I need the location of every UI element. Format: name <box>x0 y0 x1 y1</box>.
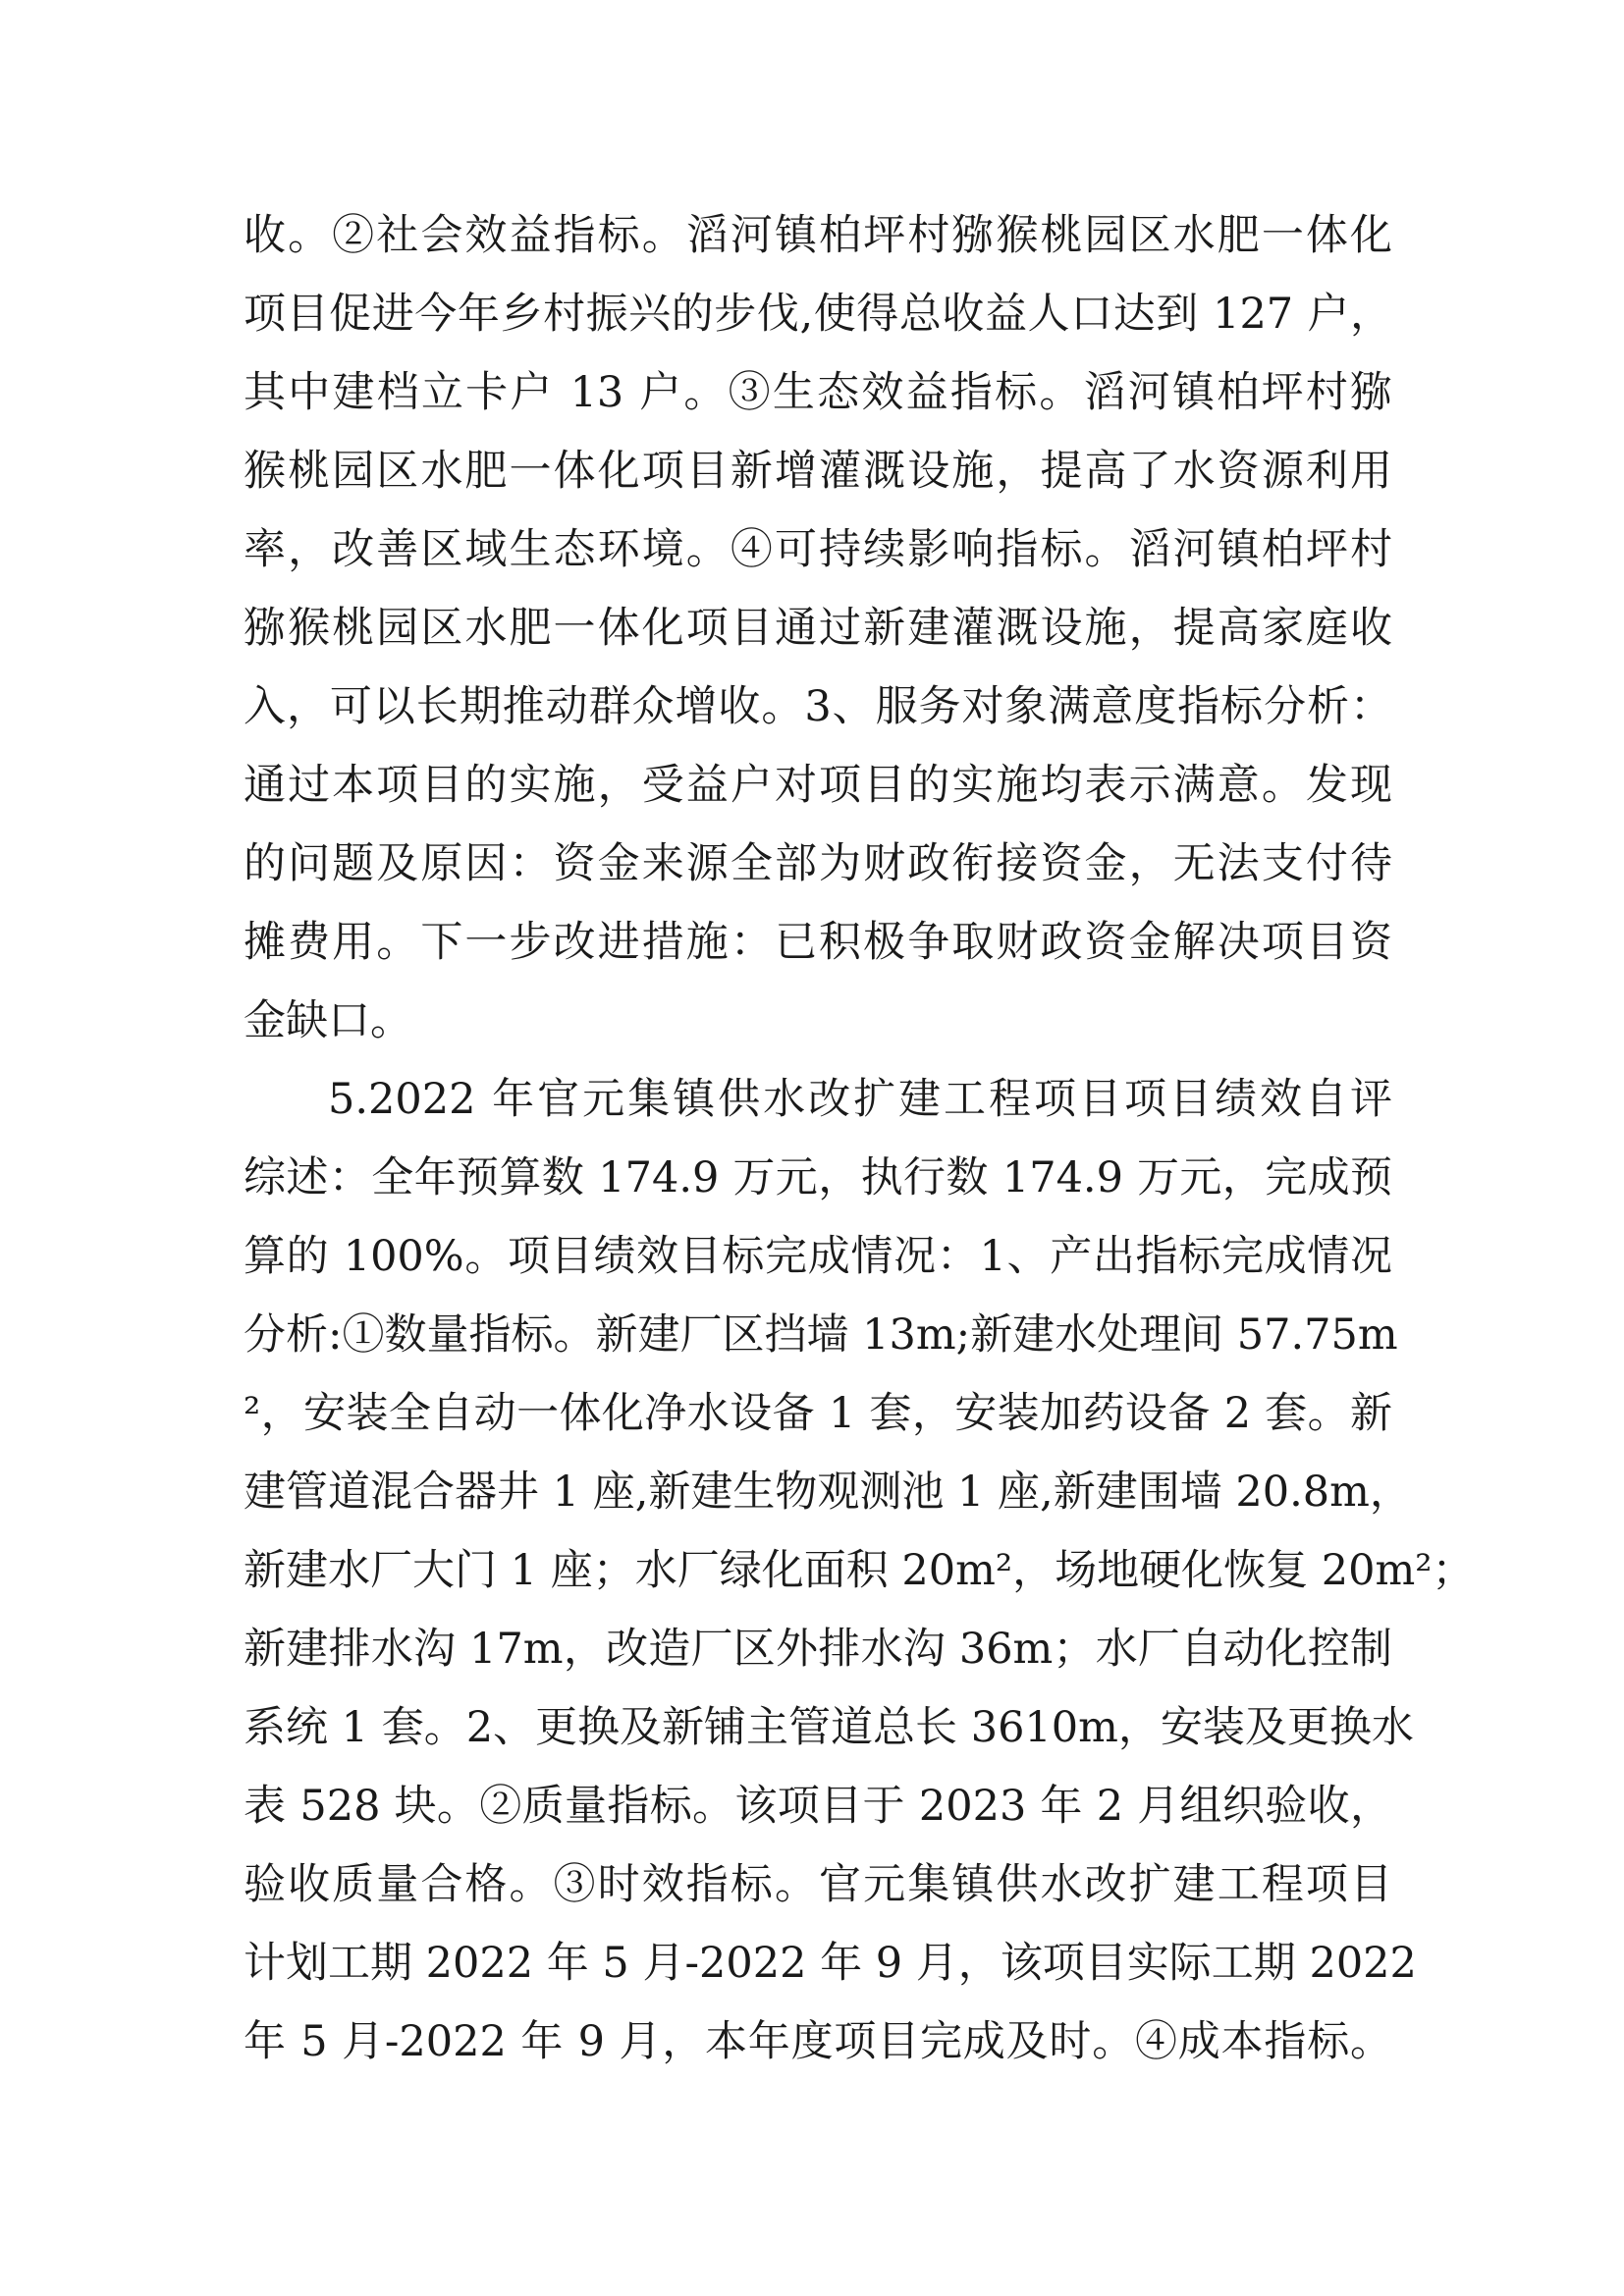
text-line: 建管道混合器井 1 座,新建生物观测池 1 座,新建围墙 20.8m， <box>244 1468 1412 1517</box>
text-line: 其中建档立卡户 13 户。③生态效益指标。滔河镇柏坪村猕 <box>244 368 1392 417</box>
text-line: 入，可以长期推动群众增收。3、服务对象满意度指标分析： <box>244 682 1392 731</box>
text-line: 综述：全年预算数 174.9 万元，执行数 174.9 万元，完成预 <box>244 1153 1392 1202</box>
text-line: 年 5 月-2022 年 9 月，本年度项目完成及时。④成本指标。 <box>244 2017 1392 2066</box>
text-line: 率，改善区域生态环境。④可持续影响指标。滔河镇柏坪村 <box>244 525 1392 574</box>
text-line: 的问题及原因：资金来源全部为财政衔接资金，无法支付待 <box>244 839 1392 888</box>
text-line: 新建水厂大门 1 座；水厂绿化面积 20m²，场地硬化恢复 20m²； <box>244 1546 1475 1595</box>
text-line: 新建排水沟 17m，改造厂区外排水沟 36m；水厂自动化控制 <box>244 1625 1392 1674</box>
paragraph-start-line: 5.2022 年官元集镇供水改扩建工程项目项目绩效自评 <box>328 1075 1392 1124</box>
text-line: 验收质量合格。③时效指标。官元集镇供水改扩建工程项目 <box>244 1860 1392 1909</box>
text-line: 计划工期 2022 年 5 月-2022 年 9 月，该项目实际工期 2022 <box>244 1939 1417 1988</box>
text-line: 系统 1 套。2、更换及新铺主管道总长 3610m，安装及更换水 <box>244 1703 1414 1752</box>
text-line: 摊费用。下一步改进措施：已积极争取财政资金解决项目资 <box>244 918 1392 967</box>
text-line: ²，安装全自动一体化净水设备 1 套，安装加药设备 2 套。新 <box>244 1389 1392 1438</box>
text-line: 收。②社会效益指标。滔河镇柏坪村猕猴桃园区水肥一体化 <box>244 211 1392 260</box>
paragraph-end-line: 金缺口。 <box>244 996 412 1045</box>
text-line: 通过本项目的实施，受益户对项目的实施均表示满意。发现 <box>244 761 1392 810</box>
text-line: 猕猴桃园区水肥一体化项目通过新建灌溉设施，提高家庭收 <box>244 604 1392 653</box>
text-line: 算的 100%。项目绩效目标完成情况：1、产出指标完成情况 <box>244 1232 1392 1281</box>
text-line: 项目促进今年乡村振兴的步伐,使得总收益人口达到 127 户， <box>244 290 1392 339</box>
text-line: 猴桃园区水肥一体化项目新增灌溉设施，提高了水资源利用 <box>244 447 1392 496</box>
text-line: 分析:①数量指标。新建厂区挡墙 13m;新建水处理间 57.75m <box>244 1310 1398 1360</box>
body-text <box>244 196 1475 2081</box>
text-line: 表 528 块。②质量指标。该项目于 2023 年 2 月组织验收， <box>244 1782 1392 1831</box>
